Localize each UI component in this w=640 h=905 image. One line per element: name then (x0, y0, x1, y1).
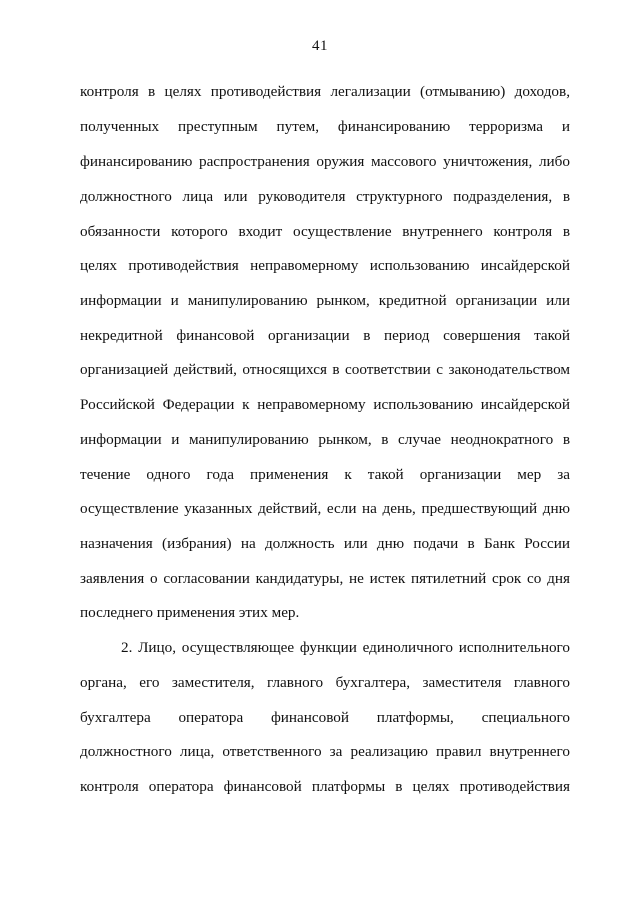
text-line: должностного лица или руководителя структурного подразделения, в (80, 188, 570, 205)
text-line: должностного лица, ответственного за реализацию правил внутреннего (80, 743, 570, 760)
text-line: информации и манипулированию рынком, в случае неоднократного в (80, 431, 570, 448)
paragraph-first-line: 2. Лицо, осуществляющее функции единоличного исполнительного (121, 639, 570, 656)
text-line: информации и манипулированию рынком, кредитной организации или (80, 292, 570, 309)
text-line: контроля оператора финансовой платформы в целях противодействия (80, 778, 570, 795)
text-line: контроля в целях противодействия легализации (отмыванию) доходов, (80, 83, 570, 100)
text-line: заявления о согласовании кандидатуры, не истек пятилетний срок со дня (80, 570, 570, 587)
text-line: бухгалтера оператора финансовой платформы, специального (80, 709, 570, 726)
text-line: осуществление указанных действий, если на день, предшествующий дню (80, 500, 570, 517)
text-line: финансированию распространения оружия массового уничтожения, либо (80, 153, 570, 170)
text-line: Российской Федерации к неправомерному использованию инсайдерской (80, 396, 570, 413)
text-line: организацией действий, относящихся в соответствии с законодательством (80, 361, 570, 378)
text-line: полученных преступным путем, финансированию терроризма и (80, 118, 570, 135)
page-number: 41 (312, 38, 328, 54)
text-line: органа, его заместителя, главного бухгалтера, заместителя главного (80, 674, 570, 691)
paragraph-last-line: последнего применения этих мер. (80, 604, 300, 621)
text-line: течение одного года применения к такой организации мер за (80, 466, 570, 483)
text-line: обязанности которого входит осуществление внутреннего контроля в (80, 223, 570, 240)
text-line: целях противодействия неправомерному использованию инсайдерской (80, 257, 570, 274)
text-line: назначения (избрания) на должность или дню подачи в Банк России (80, 535, 570, 552)
text-line: некредитной финансовой организации в период совершения такой (80, 327, 570, 344)
